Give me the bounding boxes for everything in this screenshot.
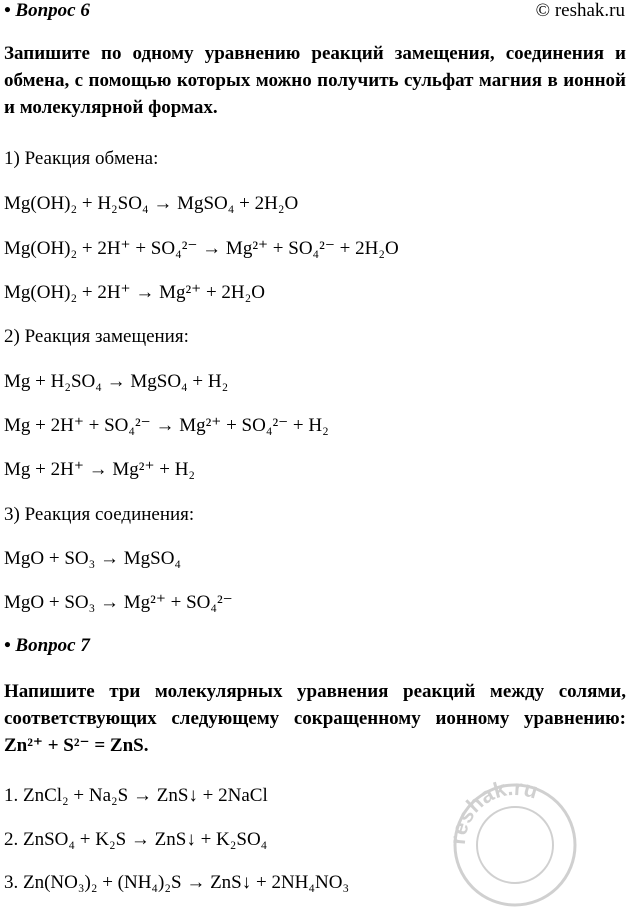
site-credit: © reshak.ru xyxy=(535,0,625,21)
answer-line: 1. ZnCl₂ + Na₂S → ZnS↓ + 2NaCl xyxy=(4,785,268,806)
question-6-task: Запишите по одному уравнению реакций замещения, соединения и обмена, с помощью которых можно получить сульфат магния в ионной и молекулярной формах. xyxy=(4,43,626,118)
combination-title: 3) Реакция соединения: xyxy=(4,504,195,525)
answer-line: 2. ZnSO₄ + K₂S → ZnS↓ + K₂SO₄ xyxy=(4,829,268,850)
question-7-task: Напишите три молекулярных уравнения реакций между солями, соответствующих следующему сокращенному ионному уравнению: Zn²⁺ + S²⁻ = ZnS. xyxy=(4,681,626,756)
substitution-title: 2) Реакция замещения: xyxy=(4,326,189,347)
exchange-title: 1) Реакция обмена: xyxy=(4,148,159,169)
question-6-heading: • Вопрос 6 xyxy=(4,0,90,21)
svg-text:reshak.ru xyxy=(445,775,541,846)
equation-line: Mg + 2H⁺ → Mg²⁺ + H₂ xyxy=(4,459,196,480)
equation-line: Mg(OH)₂ + 2H⁺ + SO₄²⁻ → Mg²⁺ + SO₄²⁻ + 2H₂O xyxy=(4,238,399,259)
equation-line: Mg(OH)₂ + 2H⁺ → Mg²⁺ + 2H₂O xyxy=(4,282,265,303)
equation-line: MgO + SO₃ → Mg²⁺ + SO₄²⁻ xyxy=(4,592,233,613)
watermark-text: reshak.ru xyxy=(444,774,541,846)
equation-line: Mg(OH)₂ + H₂SO₄ → MgSO₄ + 2H₂O xyxy=(4,193,299,214)
equation-line: Mg + H₂SO₄ → MgSO₄ + H₂ xyxy=(4,371,229,392)
question-7-heading: • Вопрос 7 xyxy=(4,635,90,656)
answer-line: 3. Zn(NO₃)₂ + (NH₄)₂S → ZnS↓ + 2NH₄NO₃ xyxy=(4,872,350,893)
equation-line: Mg + 2H⁺ + SO₄²⁻ → Mg²⁺ + SO₄²⁻ + H₂ xyxy=(4,415,329,436)
watermark-logo xyxy=(440,770,590,920)
equation-line: MgO + SO₃ → MgSO₄ xyxy=(4,548,182,569)
page-header xyxy=(4,0,625,24)
